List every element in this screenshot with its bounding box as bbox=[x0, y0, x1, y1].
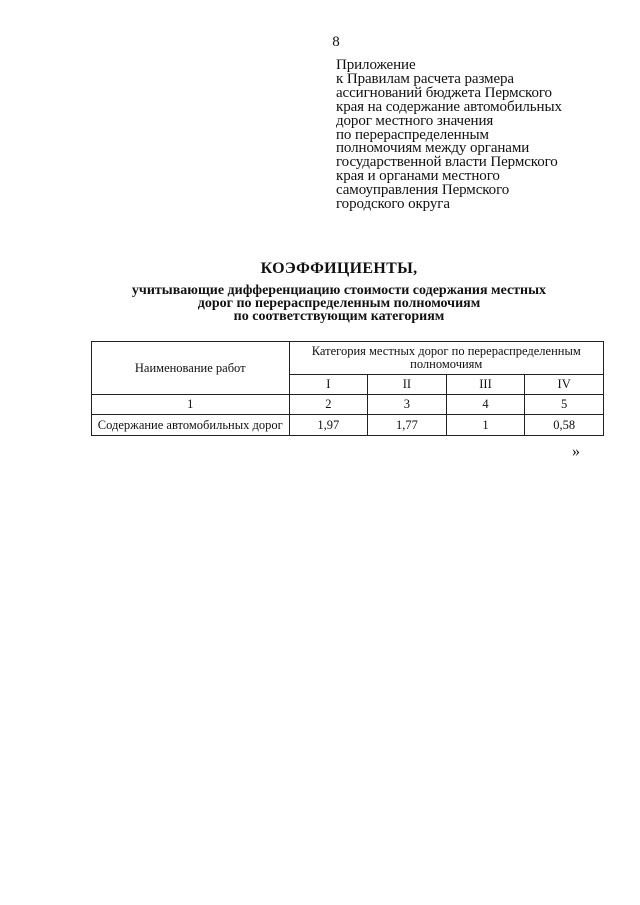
appendix-line: дорог местного значения bbox=[336, 112, 494, 129]
column-number-cell: 1 bbox=[92, 395, 290, 415]
header-category: Категория местных дорог по перераспределенным полномочиям bbox=[289, 342, 603, 375]
appendix-line: ассигнований бюджета Пермского bbox=[336, 84, 552, 101]
closing-quote: » bbox=[572, 443, 580, 460]
coefficient-cell: 1 bbox=[446, 415, 525, 436]
coefficient-cell: 0,58 bbox=[525, 415, 604, 436]
table-header-row bbox=[92, 342, 604, 375]
category-cell: IV bbox=[525, 374, 604, 394]
table-row bbox=[92, 415, 604, 436]
category-cell: II bbox=[368, 374, 447, 394]
header-work-name: Наименование работ bbox=[92, 342, 290, 395]
appendix-block bbox=[336, 59, 596, 212]
appendix-line: края и органами местного bbox=[336, 168, 500, 185]
subtitle-line: дорог по перераспределенным полномочиям bbox=[197, 296, 481, 311]
appendix-line: Приложение bbox=[336, 57, 416, 73]
table-numbering-row bbox=[92, 395, 604, 415]
column-number-cell: 2 bbox=[289, 395, 368, 415]
appendix-line: государственной власти Пермского bbox=[336, 154, 558, 171]
category-cell: III bbox=[446, 374, 525, 394]
column-number-cell: 5 bbox=[525, 395, 604, 415]
subtitle-line: учитывающие дифференциацию стоимости содержания местных bbox=[131, 283, 547, 298]
subtitle-line: по соответствующим категориям bbox=[233, 309, 445, 324]
appendix-line: полномочиям между органами bbox=[336, 140, 530, 157]
page-number: 8 bbox=[332, 34, 340, 50]
appendix-line: края на содержание автомобильных bbox=[336, 98, 562, 115]
category-cell: I bbox=[289, 374, 368, 394]
appendix-line: городского округа bbox=[336, 196, 450, 213]
appendix-line: к Правилам расчета размера bbox=[336, 70, 514, 87]
coefficients-table bbox=[91, 341, 604, 436]
column-number-cell: 4 bbox=[446, 395, 525, 415]
row-name-cell: Содержание автомобильных дорог bbox=[92, 415, 290, 436]
appendix-line: по перераспределенным bbox=[336, 126, 489, 143]
column-number-cell: 3 bbox=[368, 395, 447, 415]
document-title: КОЭФФИЦИЕНТЫ, bbox=[260, 260, 418, 277]
coefficient-cell: 1,77 bbox=[368, 415, 447, 436]
document-subtitle bbox=[0, 284, 640, 323]
appendix-line: самоуправления Пермского bbox=[336, 182, 510, 199]
coefficient-cell: 1,97 bbox=[289, 415, 368, 436]
